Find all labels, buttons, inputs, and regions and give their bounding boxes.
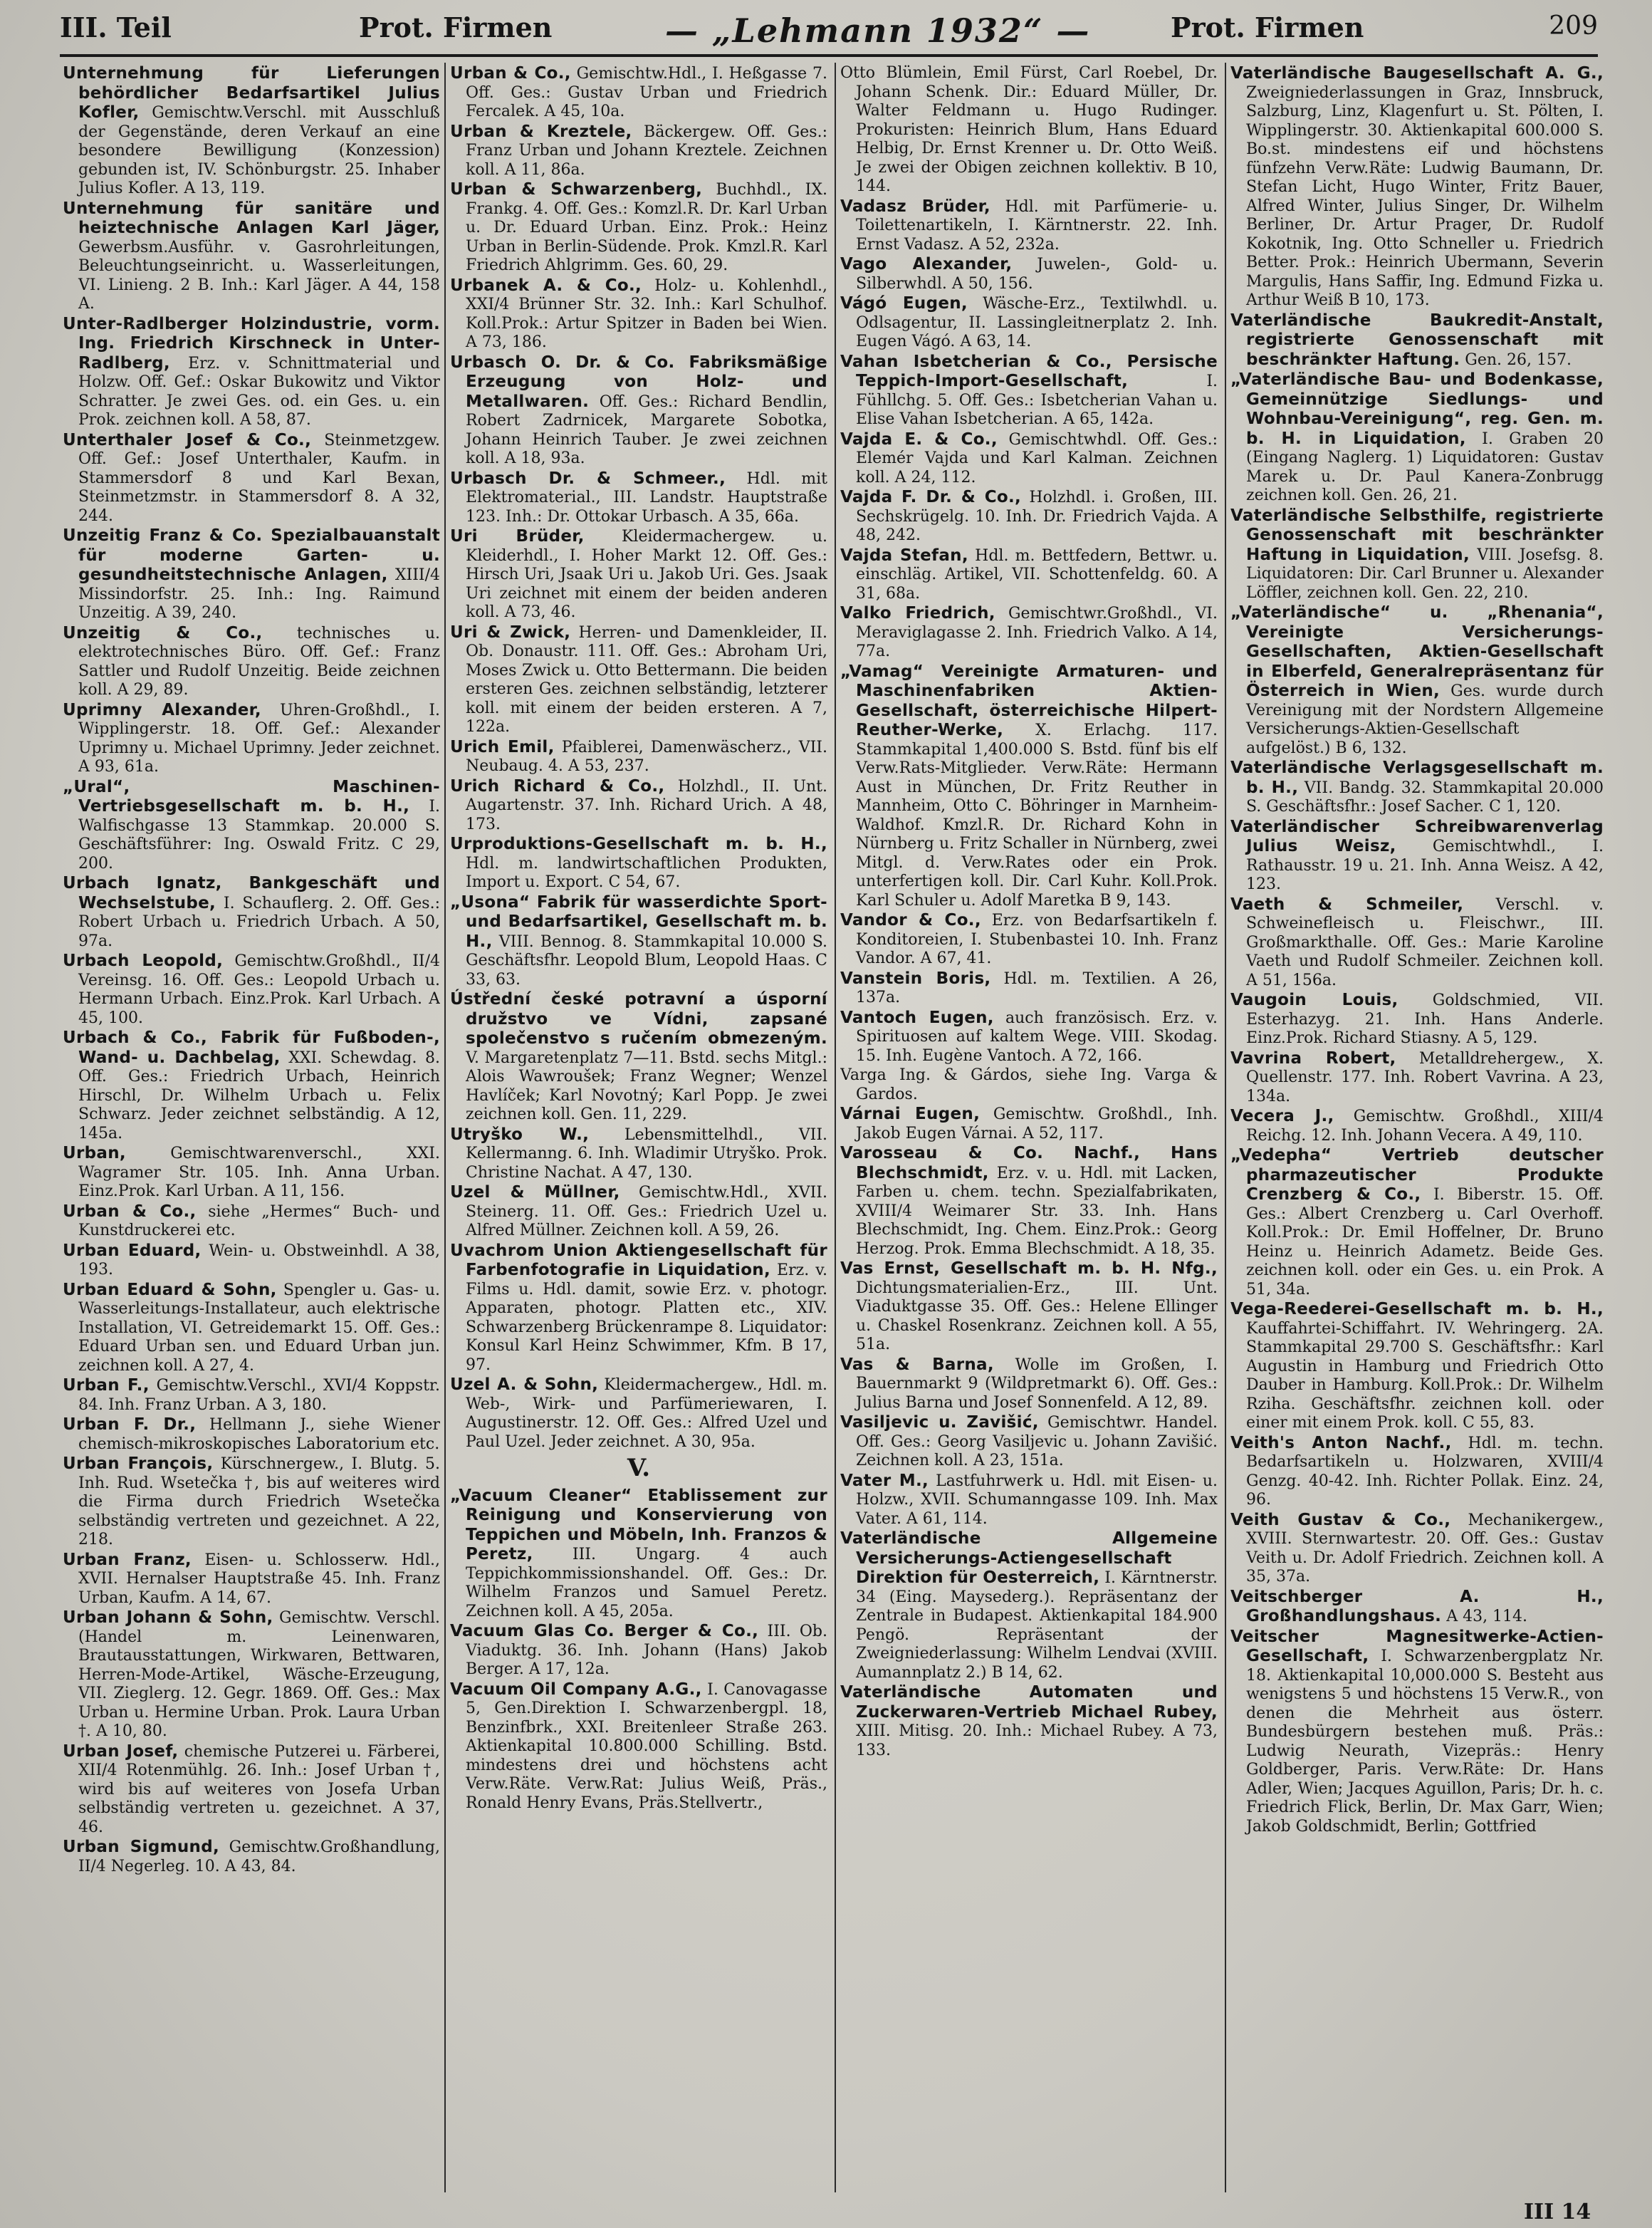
company-name: Urban & Co., bbox=[450, 64, 571, 83]
company-name: Vaterländische Allgemeine Versicherungs-Actiengesellschaft Direktion für Oesterreich, bbox=[840, 1529, 1218, 1587]
company-name: Vacuum Glas Co. Berger & Co., bbox=[450, 1622, 759, 1640]
directory-entry bbox=[63, 199, 440, 314]
directory-entry bbox=[63, 315, 440, 430]
company-name: Vadasz Brüder, bbox=[840, 197, 990, 216]
company-name: Várnai Eugen, bbox=[840, 1105, 981, 1123]
entry-details: V. Margaretenplatz 7—11. Bstd. sechs Mitgl.: Alois Wawroušek; Franz Wegner; Wenzel Havlíček; Karl Novotný; Karl Popp. Je zwei zeichnen koll. Gen. 11, 229. bbox=[466, 1048, 827, 1123]
company-name: Urban & Kreztele, bbox=[450, 122, 632, 141]
page-header bbox=[60, 6, 1598, 57]
column-1 bbox=[63, 64, 440, 2190]
company-name: Vaugoin Louis, bbox=[1230, 991, 1399, 1009]
entry-details: Steinmetzgew. Off. Gef.: Josef Unterthaler, Kaufm. in Stammersdorf 8 und Karl Bexan, Steinmetzmstr. in Stammersdorf 8. A 32, 244. bbox=[78, 431, 440, 525]
section-label-right: Prot. Firmen bbox=[1171, 11, 1364, 43]
directory-entry bbox=[63, 1454, 440, 1550]
company-name: Ústřední české potravní a úsporní družstvo ve Vídni, zapsané společenstvo s ručením obmezeným. bbox=[450, 990, 827, 1048]
entry-details: Goldschmied, VII. Esterhazyg. 21. Inh. Hans Anderle. Einz.Prok. Richard Stiasny. A 5, 129. bbox=[1246, 991, 1604, 1047]
directory-entry bbox=[63, 1742, 440, 1838]
directory-entry bbox=[840, 1009, 1218, 1066]
entry-details: Ges. wurde durch Vereinigung mit der Nordstern Allgemeine Versicherungs-Aktien-Gesellschaft aufgelöst.) B 6, 132. bbox=[1246, 682, 1604, 757]
entry-details: Wäsche-Erz., Textilwhdl. u. Odlsagentur, II. Lassingleitnerplatz 2. Inh. Eugen Vágó. A 63, 14. bbox=[856, 295, 1218, 350]
company-name: „Usona“ Fabrik für wasserdichte Sport- und Bedarfsartikel, Gesellschaft m. b. H., bbox=[450, 892, 827, 951]
entry-details: Erz. v. Films u. Hdl. damit, sowie Erz. v. photogr. Apparaten, photogr. Platten etc., XIV. Schwarzenberg Brückenrampe 8. Liquidator: Konsul Karl Heinz Schwimmer, Kfm. B 17, 97. bbox=[466, 1261, 827, 1374]
company-name: Vantoch Eugen, bbox=[840, 1008, 994, 1027]
entry-details: I. Walfischgasse 13 Stammkap. 20.000 S. Geschäftsführer: Ing. Oswald Fritz. C 29, 200. bbox=[78, 798, 440, 873]
company-name: Vas & Barna, bbox=[840, 1355, 994, 1374]
company-name: Vacuum Oil Company A.G., bbox=[450, 1680, 702, 1699]
company-name: Uzel & Müllner, bbox=[450, 1183, 620, 1202]
entry-details: Gemischtw. Großhdl., Inh. Jakob Eugen Várnai. A 52, 117. bbox=[856, 1105, 1218, 1142]
company-name: Urbanek A. & Co., bbox=[450, 276, 642, 295]
entry-details: I. Graben 20 (Eingang Naglerg. 1) Liquidatoren: Gustav Marek u. Dr. Paul Kanera-Zonbrugg zeichnen koll. Gen. 26, 21. bbox=[1246, 430, 1604, 504]
entry-details: Gemischtw. Verschl. (Handel m. Leinenwaren, Brautausstattungen, Wirkwaren, Bettwaren, Herren-Mode-Artikel, Wäsche-Erzeugung, VII. Zieglerg. 12. Gegr. 1869. Off. Ges.: Max Urban u. Hermine Urban. Prok. Laura Urban †. A 10, 80. bbox=[78, 1609, 440, 1740]
directory-entry bbox=[63, 1376, 440, 1415]
directory-entry bbox=[840, 1413, 1218, 1471]
entry-details: Holzhdl. i. Großen, III. Sechskrügelg. 10. Inh. Dr. Friedrich Vajda. A 48, 242. bbox=[856, 489, 1218, 544]
directory-entry bbox=[63, 1029, 440, 1143]
directory-entry bbox=[63, 1241, 440, 1280]
entry-details: Eisen- u. Schlosserw. Hdl., XVII. Hernalser Hauptstraße 45. Inh. Franz Urban, Kaufm. A 14, 67. bbox=[78, 1551, 440, 1607]
directory-entry bbox=[840, 353, 1218, 430]
directory-entry bbox=[63, 431, 440, 526]
company-name: Veitscher Magnesitwerke-Actien-Gesellschaft, bbox=[1230, 1627, 1604, 1665]
entry-details: I. Schauflerg. 2. Off. Ges.: Robert Urbach u. Friedrich Urbach. A 50, 97a. bbox=[78, 894, 440, 950]
directory-entry bbox=[1230, 370, 1604, 506]
directory-entry bbox=[63, 1608, 440, 1742]
entry-details: Kleidermachergew., Hdl. m. Web-, Wirk- und Parfümeriewaren, I. Augustinerstr. 12. Off. Ges.: Alfred Uzel und Paul Uzel. Jeder zeichnet. A 30, 95a. bbox=[466, 1376, 827, 1451]
entry-details: Buchhdl., IX. Frankg. 4. Off. Ges.: Komzl.R. Dr. Karl Urban u. Dr. Eduard Urban. Einz. Prok.: Heinz Urban in Berlin-Südende. Prok. Kmzl.R. Karl Friedrich Ahlgrimm. Ges. 60, 29. bbox=[466, 181, 827, 274]
entry-details: Hdl. m. landwirtschaftlichen Produkten, Import u. Export. C 54, 67. bbox=[466, 854, 827, 891]
company-name: Urban Franz, bbox=[63, 1550, 192, 1569]
entry-details: Gemischtw.Hdl., I. Heßgasse 7. Off. Ges.: Gustav Urban und Friedrich Fercalek. A 45, 10a. bbox=[466, 65, 827, 120]
company-name: Urban Josef, bbox=[63, 1742, 179, 1761]
entry-details: Hdl. mit Elektromaterial., III. Landstr. Hauptstraße 123. Inh.: Dr. Ottokar Urbasch. A 35, 66a. bbox=[466, 469, 827, 526]
entry-details: Pfaiblerei, Damenwäscherz., VII. Neubaug. 4. A 53, 237. bbox=[466, 738, 827, 775]
directory-entry bbox=[63, 952, 440, 1028]
signature-mark: III 14 bbox=[1524, 2200, 1591, 2224]
company-name: Utryško W., bbox=[450, 1125, 590, 1144]
entry-details: Varga Ing. & Gárdos, siehe Ing. Varga & Gardos. bbox=[840, 1066, 1218, 1103]
entry-details: I. Schwarzenbergplatz Nr. 18. Aktienkapital 10,000.000 S. Besteht aus wenigstens 5 und höchstens 15 Verw.R., von denen die Mehrheit aus österr. Bundesbürgern bestehen muß. Präs.: Ludwig Neurath, Vizepräs.: Henry Goldberger, Paris. Verw.Räte: Dr. Hans Adler, Wien; Jacques Aguillon, Paris; Dr. h. c. Friedrich Flick, Berlin, Dr. Max Garr, Wien; Jakob Goldschmidt, Berlin; Gottfried bbox=[1246, 1647, 1604, 1836]
directory-entry bbox=[63, 874, 440, 951]
entry-details: Gemischtw.Verschl. mit Ausschluß der Gegenstände, deren Verkauf an eine besondere Bewilligung (Konzession) gebunden ist, IV. Schönburgstr. 25. Inhaber Julius Kofler. A 13, 119. bbox=[78, 104, 440, 197]
column-divider bbox=[444, 63, 446, 2192]
column-3 bbox=[840, 64, 1218, 2190]
directory-entry bbox=[840, 1472, 1218, 1529]
entry-details: I. Fühllchg. 5. Off. Ges.: Isbetcherian Vahan u. Elise Vahan Isbetcherian. A 65, 142a. bbox=[856, 373, 1218, 428]
directory-entry bbox=[840, 604, 1218, 662]
entry-details: I. Biberstr. 15. Off. Ges.: Albert Crenzberg u. Carl Overhoff. Koll.Prok.: Dr. Emil Hoffelner, Dr. Bruno Heinz u. Heinrich Adametz. Beide Ges. zeichnen koll. oder ein Ges. u. ein Prok. A 51, 34a. bbox=[1246, 1186, 1604, 1298]
directory-entry bbox=[450, 1680, 827, 1813]
directory-entry bbox=[840, 1144, 1218, 1259]
company-name: Vago Alexander, bbox=[840, 255, 1013, 274]
company-name: Urich Richard & Co., bbox=[450, 776, 665, 796]
directory-entry bbox=[1230, 1588, 1604, 1627]
company-name: Uri & Zwick, bbox=[450, 623, 571, 642]
company-name: Unzeitig & Co., bbox=[63, 623, 263, 642]
entry-details: Hdl. m. Bettfedern, Bettwr. u. einschläg. Artikel, VII. Schottenfeldg. 60. A 31, 68a. bbox=[856, 546, 1218, 603]
entry-details: Hellmann J., siehe Wiener chemisch-mikroskopisches Laboratorium etc. bbox=[78, 1416, 440, 1453]
company-name: Urban Eduard, bbox=[63, 1241, 202, 1260]
directory-entry bbox=[450, 123, 827, 180]
column-2 bbox=[450, 64, 827, 2190]
directory-entry bbox=[63, 64, 440, 199]
directory-entry bbox=[840, 197, 1218, 255]
company-name: Unterthaler Josef & Co., bbox=[63, 430, 312, 449]
directory-entry bbox=[450, 623, 827, 737]
directory-entry bbox=[450, 276, 827, 353]
company-name: Urban F., bbox=[63, 1376, 150, 1395]
entry-details: Gen. 26, 157. bbox=[1465, 350, 1572, 369]
company-name: Veith's Anton Nachf., bbox=[1230, 1433, 1452, 1452]
company-name: Uprimny Alexander, bbox=[63, 700, 261, 719]
column-divider bbox=[1225, 63, 1226, 2192]
entry-details: Holzhdl., II. Unt. Augartenstr. 37. Inh. Richard Urich. A 48, 173. bbox=[466, 777, 827, 833]
entry-details: Dichtungsmaterialien-Erz., III. Unt. Viaduktgasse 35. Off. Ges.: Helene Ellinger u. Chaskel Rosenkranz. Zeichnen koll. A 55, 51a. bbox=[856, 1279, 1218, 1353]
entry-details: I. Kärntnerstr. 34 (Eing. Maysederg.). Repräsentanz der Zentrale in Budapest. Aktienkapital 184.900 Pengö. Repräsentant der Zweigniederlassung: Wilhelm Lendvai (XVIII. Aumannplatz 2.) B 14, 62. bbox=[856, 1569, 1218, 1682]
company-name: Unzeitig Franz & Co. Spezialbauanstalt für moderne Garten- u. gesundheitstechnische Anlagen, bbox=[63, 526, 440, 584]
company-name: Urban & Schwarzenberg, bbox=[450, 180, 703, 199]
directory-entry bbox=[1230, 506, 1604, 603]
entry-details: siehe „Hermes“ Buch- und Kunstdruckerei etc. bbox=[78, 1202, 440, 1239]
entry-details: XXI. Schewdag. 8. Off. Ges.: Friedrich Urbach, Heinrich Hirschl, Dr. Wilhelm Urbach u. Felix Schwarz. Jeder zeichnet selbständig. A 12, 145a. bbox=[78, 1048, 440, 1142]
entry-details: XIII. Mitisg. 20. Inh.: Michael Rubey. A 73, 133. bbox=[856, 1722, 1218, 1759]
entry-details: Juwelen-, Gold- u. Silberwhdl. A 50, 156. bbox=[856, 256, 1218, 293]
company-name: Vavrina Robert, bbox=[1230, 1048, 1396, 1068]
company-name: Vasiljevic u. Zavišić, bbox=[840, 1413, 1039, 1432]
directory-entry bbox=[1230, 759, 1604, 817]
entry-details: auch französisch. Erz. v. Spirituosen auf kaltem Wege. VIII. Skodag. 15. Inh. Eugène Vantoch. A 72, 166. bbox=[856, 1009, 1218, 1065]
company-name: Unternehmung für sanitäre und heiztechnische Anlagen Karl Jäger, bbox=[63, 199, 440, 237]
directory-entry bbox=[450, 180, 827, 276]
company-name: Urban & Co., bbox=[63, 1202, 197, 1221]
directory-entry bbox=[63, 778, 440, 874]
company-name: Urbach & Co., Fabrik für Fußboden-, Wand- u. Dachbelag, bbox=[63, 1029, 440, 1067]
company-name: „Ural“, Maschinen-Vertriebsgesellschaft m. b. H., bbox=[63, 777, 440, 816]
directory-entry bbox=[63, 701, 440, 777]
company-name: „Vamag“ Vereinigte Armaturen- und Maschinenfabriken Aktien-Gesellschaft, österreichische Hilpert-Reuther-Werke, bbox=[840, 662, 1218, 739]
directory-entry bbox=[450, 353, 827, 469]
directory-entry bbox=[840, 546, 1218, 604]
directory-entry bbox=[63, 1144, 440, 1202]
company-name: Urbasch O. Dr. & Co. Fabriksmäßige Erzeugung von Holz- und Metallwaren. bbox=[450, 353, 827, 411]
company-name: Vaterländische Selbsthilfe, registrierte Genossenschaft mit beschränkter Haftung in Liquidation, bbox=[1230, 506, 1604, 564]
company-name: Urban, bbox=[63, 1144, 126, 1162]
directory-entry bbox=[840, 662, 1218, 911]
directory-entry bbox=[1230, 1628, 1604, 1837]
entry-details: chemische Putzerei u. Färberei, XII/4 Rotenmühlg. 26. Inh.: Josef Urban †, wird bis auf weiteres von Josefa Urban selbständig vertreten u. gezeichnet. A 37, 46. bbox=[78, 1742, 440, 1836]
entry-details: Gemischtwhdl., I. Rathausstr. 19 u. 21. Inh. Anna Weisz. A 42, 123. bbox=[1246, 838, 1604, 893]
company-name: Urban Eduard & Sohn, bbox=[63, 1280, 277, 1299]
company-name: Vaterländische Baugesellschaft A. G., bbox=[1230, 64, 1604, 83]
entry-details: Wein- u. Obstweinhdl. A 38, 193. bbox=[78, 1241, 440, 1279]
entry-details: Erz. v. u. Hdl. mit Lacken, Farben u. chem. techn. Spezialfabrikaten, XVIII/4 Weimarer Str. 33. Inh. Hans Blechschmidt, Ing. Chem. Einz.Prok.: Georg Herzog. Prok. Emma Blechschmidt. A 18, 35. bbox=[856, 1164, 1218, 1258]
company-name: Unter-Radlberger Holzindustrie, vorm. Ing. Friedrich Kirschneck in Unter-Radlberg, bbox=[63, 314, 440, 373]
company-name: „Vaterländische Bau- und Bodenkasse, Gemeinnützige Siedlungs- und Wohnbau-Vereinigung“, reg. Gen. m. b. H. in Liquidation, bbox=[1230, 370, 1604, 448]
company-name: Varosseau & Co. Nachf., Hans Blechschmidt, bbox=[840, 1144, 1218, 1182]
entry-details: Gemischtwarenverschl., XXI. Wagramer Str. 105. Inh. Anna Urban. Einz.Prok. Karl Urban. A 11, 156. bbox=[78, 1145, 440, 1200]
company-name: Valko Friedrich, bbox=[840, 604, 995, 623]
directory-entry bbox=[840, 294, 1218, 352]
entry-details: Mechanikergew., XVIII. Sternwartestr. 20. Off. Ges.: Gustav Veith u. Dr. Adolf Friedrich. Zeichnen koll. A 35, 37a. bbox=[1246, 1511, 1604, 1586]
company-name: Urbasch Dr. & Schmeer., bbox=[450, 469, 726, 488]
entry-details: Hdl. m. Textilien. A 26, 137a. bbox=[856, 969, 1218, 1006]
entry-details: X. Erlachg. 117. Stammkapital 1,400.000 S. Bstd. fünf bis elf Verw.Rats-Mitglieder. Verw.Räte: Hermann Aust in München, Dr. Fritz Reuther in Mannheim, Otto C. Böhringer in Marnheim-Waldhof. Kmzl.R. Dr. Richard Kohn in Nürnberg u. Fritz Schaller in Nürnberg, zwei Mitgl. d. Verw.Rates oder ein Prok. unterfertigen koll. Dir. Carl Kuhr. Koll.Prok. Karl Schuler u. Adolf Maretka B 9, 143. bbox=[856, 722, 1218, 910]
directory-entry bbox=[1230, 1049, 1604, 1107]
company-name: Veitschberger A. H., Großhandlungshaus. bbox=[1230, 1587, 1604, 1625]
directory-entry bbox=[840, 969, 1218, 1008]
entry-details: XIII/4 Missindorfstr. 25. Inh.: Ing. Raimund Unzeitig. A 39, 240. bbox=[78, 566, 440, 622]
directory-entry bbox=[450, 1487, 827, 1622]
directory-entry bbox=[840, 1529, 1218, 1682]
column-divider bbox=[835, 63, 836, 2192]
column-4 bbox=[1230, 64, 1604, 2190]
entry-details: Bäckergew. Off. Ges.: Franz Urban und Johann Kreztele. Zeichnen koll. A 11, 86a. bbox=[466, 123, 827, 179]
entry-details: Off. Ges.: Richard Bendlin, Robert Zadrnicek, Margarete Sobotka, Johann Heinrich Tauber. Je zwei zeichnen koll. A 18, 93a. bbox=[466, 392, 827, 467]
entry-details: III. Ob. Viaduktg. 36. Inh. Johann (Hans) Jakob Berger. A 17, 12a. bbox=[466, 1623, 827, 1678]
directory-entry bbox=[1230, 64, 1604, 311]
entry-details: I. Canovagasse 5, Gen.Direktion I. Schwarzenbergpl. 18, Benzinfbrk., XXI. Breitenleer Straße 263. Aktienkapital 10.800.000 Schilling. Bstd. mindestens drei und höchstens acht Verw.Räte. Verw.Rat: Julius Weiß, Präs., Ronald Henry Evans, Präs.Stellvertr., bbox=[466, 1680, 827, 1812]
company-name: Vajda E. & Co., bbox=[840, 430, 998, 449]
entry-details: Gemischtw.Verschl., XVI/4 Koppstr. 84. Inh. Franz Urban. A 3, 180. bbox=[78, 1377, 440, 1414]
company-name: Urbach Ignatz, Bankgeschäft und Wechselstube, bbox=[63, 874, 440, 912]
entry-details: Metalldrehergew., X. Quellenstr. 177. Inh. Robert Vavrina. A 23, 134a. bbox=[1246, 1049, 1604, 1105]
entry-details: Gewerbsm.Ausführ. v. Gasrohrleitungen, Beleuchtungseinricht. u. Wasserleitungen, VI. Linieng. 2 B. Inh.: Karl Jäger. A 44, 158 A. bbox=[78, 238, 440, 313]
company-name: Uvachrom Union Aktiengesellschaft für Farbenfotografie in Liquidation, bbox=[450, 1241, 827, 1279]
directory-entry bbox=[840, 430, 1218, 488]
company-name: Vahan Isbetcherian & Co., Persische Teppich-Import-Gesellschaft, bbox=[840, 352, 1218, 390]
directory-entry bbox=[63, 1202, 440, 1241]
entry-details: Zweigniederlassungen in Graz, Innsbruck, Salzburg, Linz, Klagenfurt u. St. Pölten, I. Wipplingerstr. 30. Aktienkapital 600.000 S. Bo.st. mindestens eif und höchstens fünfzehn Verw.Räte: Ludwig Baumann, Dr. Stefan Licht, Hugo Winter, Fritz Bauer, Alfred Winter, Julius Singer, Dr. Wilhelm Berliner, Dr. Artur Prager, Dr. Rudolf Kokotnik, Ing. Otto Schneller u. Friedrich Better. Prok.: Heinrich Ubermann, Severin Margulis, Hans Saffir, Ing. Edmund Fizka u. Arthur Weiß B 10, 173. bbox=[1246, 83, 1604, 309]
directory-entry bbox=[450, 893, 827, 990]
directory-entry bbox=[450, 1125, 827, 1183]
section-label-left: Prot. Firmen bbox=[359, 11, 553, 43]
directory-entry bbox=[63, 526, 440, 623]
company-name: Vaterländische Baukredit-Anstalt, registrierte Genossenschaft mit beschränkter Haftung. bbox=[1230, 311, 1604, 369]
company-name: Vater M., bbox=[840, 1471, 929, 1490]
company-name: Vanstein Boris, bbox=[840, 969, 991, 988]
entry-details: VII. Bandg. 32. Stammkapital 20.000 S. Geschäftsfhr.: Josef Sacher. C 1, 120. bbox=[1246, 779, 1604, 816]
company-name: Urbach Leopold, bbox=[63, 952, 224, 970]
directory-entry bbox=[1230, 1146, 1604, 1299]
directory-entry bbox=[63, 624, 440, 700]
company-name: Urban F. Dr., bbox=[63, 1415, 197, 1434]
company-name: Vaterländische Automaten und Zuckerwaren-Vertrieb Michael Rubey, bbox=[840, 1683, 1218, 1722]
directory-entry bbox=[1230, 1434, 1604, 1510]
company-name: Uri Brüder, bbox=[450, 527, 585, 546]
entry-details: Gemischtwr.Großhdl., VI. Meraviglagasse 2. Inh. Friedrich Valko. A 14, 77a. bbox=[856, 605, 1218, 660]
directory-entry bbox=[840, 1355, 1218, 1413]
entry-details: Holz- u. Kohlenhdl., XXI/4 Brünner Str. 32. Inh.: Karl Schulhof. Koll.Prok.: Artur Spitzer in Baden bei Wien. A 73, 186. bbox=[466, 276, 827, 351]
company-name: Vas Ernst, Gesellschaft m. b. H. Nfg., bbox=[840, 1259, 1218, 1278]
company-name: Vecera J., bbox=[1230, 1107, 1334, 1125]
directory-entry bbox=[450, 1622, 827, 1680]
entry-details: Lastfuhrwerk u. Hdl. mit Eisen- u. Holzw., XVII. Schumanngasse 109. Inh. Max Vater. A 61, 114. bbox=[856, 1472, 1218, 1528]
directory-entry bbox=[450, 777, 827, 835]
directory-entry bbox=[1230, 603, 1604, 758]
directory-entry bbox=[450, 1241, 827, 1375]
company-name: Urban Johann & Sohn, bbox=[63, 1608, 273, 1627]
directory-entry bbox=[1230, 818, 1604, 895]
directory-entry bbox=[1230, 1511, 1604, 1587]
directory-entry bbox=[450, 1183, 827, 1241]
company-name: Vandor & Co., bbox=[840, 911, 981, 930]
entry-details: Gemischtw. Großhdl., XIII/4 Reichg. 12. Inh. Johann Vecera. A 49, 110. bbox=[1246, 1108, 1604, 1145]
directory-entry bbox=[450, 835, 827, 892]
company-name: Vega-Reederei-Gesellschaft m. b. H., bbox=[1230, 1300, 1604, 1318]
entry-details: Kleidermachergew. u. Kleiderhdl., I. Hoher Markt 12. Off. Ges.: Hirsch Uri, Jsaak Uri u. Jakob Uri. Ges. Jsaak Uri zeichnet mit einem der beiden anderen koll. A 73, 46. bbox=[466, 528, 827, 621]
entry-details: Kürschnergew., I. Blutg. 5. Inh. Rud. Wsetečka †, bis auf weiteres wird die Firma durch Friedrich Wsetečka selbständig vertreten und gezeichnet. A 22, 218. bbox=[78, 1455, 440, 1548]
directory-entry bbox=[63, 1281, 440, 1376]
entry-details: VIII. Josefsg. 8. Liquidatoren: Dir. Carl Brunner u. Alexander Löffler, zeichnen koll. Gen. 22, 210. bbox=[1246, 546, 1604, 602]
company-name: Urban Sigmund, bbox=[63, 1838, 220, 1856]
company-name: Vajda F. Dr. & Co., bbox=[840, 488, 1022, 506]
company-name: Urproduktions-Gesellschaft m. b. H., bbox=[450, 835, 827, 853]
directory-entry bbox=[450, 64, 827, 122]
directory-entry bbox=[840, 1259, 1218, 1355]
entry-details: Erz. v. Schnittmaterial und Holzw. Off. Gef.: Oskar Bukowitz und Viktor Schratter. Je zwei Ges. od. ein Ges. u. ein Prok. zeichnen koll. A 58, 87. bbox=[78, 354, 440, 429]
entry-details: Gemischtwhdl. Off. Ges.: Elemér Vajda und Karl Kalman. Zeichnen koll. A 24, 112. bbox=[856, 430, 1218, 486]
company-name: „Vedepha“ Vertrieb deutscher pharmazeutischer Produkte Crenzberg & Co., bbox=[1230, 1146, 1604, 1204]
entry-details: Gemischtw.Großhdl., II/4 Vereinsg. 16. Off. Ges.: Leopold Urbach u. Hermann Urbach. Einz.Prok. Karl Urbach. A 45, 100. bbox=[78, 952, 440, 1027]
entry-details: Gemischtw.Hdl., XVII. Steinerg. 11. Off. Ges.: Friedrich Uzel u. Alfred Müllner. Zeichnen koll. A 59, 26. bbox=[466, 1184, 827, 1239]
page-number: 209 bbox=[1549, 11, 1598, 41]
entry-details: Hdl. mit Parfümerie- u. Toilettenartikeln, I. Kärntnerstr. 22. Inh. Ernst Vadasz. A 52, 232a. bbox=[856, 197, 1218, 254]
directory-entry bbox=[840, 1683, 1218, 1760]
entry-details: Herren- und Damenkleider, II. Ob. Donaustr. 111. Off. Ges.: Abroham Uri, Moses Zwick u. Otto Bettermann. Die beiden ersteren Ges. zeichnen selbständig, letzterer koll. mit einem der beiden ersteren. A 7, 122a. bbox=[466, 623, 827, 736]
entry-details: Lebensmittelhdl., VII. Kellermanng. 6. Inh. Wladimir Utryško. Prok. Christine Nachat. A 47, 130. bbox=[466, 1125, 827, 1182]
directory-entry bbox=[840, 64, 1218, 197]
entry-details: Gemischtwr. Handel. Off. Ges.: Georg Vasiljevic u. Johann Zavišić. Zeichnen koll. A 23, 151a. bbox=[856, 1414, 1218, 1469]
entry-details: Hdl. m. techn. Bedarfsartikeln u. Holzwaren, XVIII/4 Genzg. 40-42. Inh. Richter Pollak. Einz. 24, 96. bbox=[1246, 1434, 1604, 1509]
entry-details: Otto Blümlein, Emil Fürst, Carl Roebel, Dr. Johann Schenk. Dir.: Eduard Müller, Dr. Walter Feldmann u. Hugo Rudinger. Prokuristen: Heinrich Blum, Hans Eduard Helbig, Dr. Ernst Krenner u. Dr. Otto Weiß. Je zwei der Obigen zeichnen kollektiv. B 10, 144. bbox=[840, 64, 1218, 195]
entry-details: Kauffahrtei-Schiffahrt. IV. Wehringerg. 2A. Stammkapital 29.700 S. Geschäftsfhr.: Karl Augustin in Hamburg und Friedrich Otto Dauber in Hamburg. Koll.Prok.: Dr. Wilhelm Rziha. Geschäftsfhr. zeichnen koll. oder einer mit einem Prok. koll. C 55, 83. bbox=[1246, 1319, 1604, 1432]
entry-details: Verschl. v. Schweinefleisch u. Fleischwr., III. Großmarkthalle. Off. Ges.: Marie Karoline Vaeth und Rudolf Schmeiler. Zeichnen koll. A 51, 156a. bbox=[1246, 895, 1604, 989]
entry-details: technisches u. elektrotechnisches Büro. Off. Gef.: Franz Sattler und Rudolf Unzeitig. Beide zeichnen koll. A 29, 89. bbox=[78, 624, 440, 699]
company-name: Urban François, bbox=[63, 1454, 214, 1473]
company-name: Vaterländischer Schreibwarenverlag Julius Weisz, bbox=[1230, 817, 1604, 855]
company-name: „Vacuum Cleaner“ Etablissement zur Reinigung und Konservierung von Teppichen und Möbeln, Inh. Franzos & Peretz, bbox=[450, 1486, 827, 1563]
directory-entry bbox=[1230, 895, 1604, 991]
entry-details: VIII. Bennog. 8. Stammkapital 10.000 S. Geschäftsfhr. Leopold Blum, Leopold Haas. C 33, 63. bbox=[466, 932, 827, 989]
company-name: Unternehmung für Lieferungen behördlicher Bedarfsartikel Julius Kofler, bbox=[63, 64, 440, 122]
directory-entry bbox=[1230, 1107, 1604, 1145]
entry-details: Wolle im Großen, I. Bauernmarkt 9 (Wildpretmarkt 6). Off. Ges.: Julius Barna und Josef Sonnenfeld. A 12, 89. bbox=[856, 1355, 1218, 1412]
directory-entry bbox=[450, 527, 827, 623]
directory-entry bbox=[450, 469, 827, 527]
company-name: Vaeth & Schmeiler, bbox=[1230, 895, 1464, 914]
entry-details: Gemischtw.Großhandlung, II/4 Negerleg. 10. A 43, 84. bbox=[78, 1838, 440, 1875]
company-name: Urich Emil, bbox=[450, 737, 555, 756]
directory-entry bbox=[840, 911, 1218, 969]
part-label: III. Teil bbox=[60, 11, 172, 43]
directory-entry bbox=[450, 1375, 827, 1452]
book-title: — „Lehmann 1932“ — bbox=[665, 11, 1091, 50]
company-name: „Vaterländische“ u. „Rhenania“, Vereinigte Versicherungs-Gesellschaften, Aktien-Gesellschaft in Elberfeld, Generalrepräsentanz für Österreich in Wien, bbox=[1230, 603, 1604, 700]
directory-entry bbox=[63, 1415, 440, 1454]
entry-details: Spengler u. Gas- u. Wasserleitungs-Installateur, auch elektrische Installation, VI. Getreidemarkt 15. Off. Ges.: Eduard Urban sen. und Eduard Urban jun. zeichnen koll. A 27, 4. bbox=[78, 1281, 440, 1375]
company-name: Uzel A. & Sohn, bbox=[450, 1375, 599, 1394]
company-name: Vajda Stefan, bbox=[840, 546, 968, 565]
section-letter-heading: V. bbox=[627, 1454, 651, 1482]
directory-entry bbox=[63, 1838, 440, 1876]
company-name: Vágó Eugen, bbox=[840, 294, 968, 313]
entry-details: Erz. von Bedarfsartikeln f. Konditoreien, I. Stubenbastei 10. Inh. Franz Vandor. A 67, 41. bbox=[856, 912, 1218, 967]
entry-details: A 43, 114. bbox=[1446, 1608, 1528, 1625]
directory-entry bbox=[1230, 991, 1604, 1048]
directory-entry bbox=[450, 738, 827, 776]
entry-details: III. Ungarg. 4 auch Teppichkommissionshandel. Off. Ges.: Dr. Wilhelm Franzos und Samuel Peretz. Zeichnen koll. A 45, 205a. bbox=[466, 1546, 827, 1620]
directory-entry bbox=[1230, 1300, 1604, 1433]
company-name: Vaterländische Verlagsgesellschaft m. b. H., bbox=[1230, 759, 1604, 797]
directory-entry bbox=[840, 488, 1218, 546]
directory-entry bbox=[1230, 311, 1604, 370]
directory-entry bbox=[840, 1066, 1218, 1104]
entry-details: Uhren-Großhdl., I. Wipplingerstr. 18. Off. Gef.: Alexander Uprimny u. Michael Uprimny. Jeder zeichnet. A 93, 61a. bbox=[78, 701, 440, 776]
company-name: Veith Gustav & Co., bbox=[1230, 1510, 1451, 1529]
directory-entry bbox=[840, 255, 1218, 293]
directory-entry bbox=[63, 1551, 440, 1608]
directory-entry bbox=[840, 1105, 1218, 1143]
directory-entry bbox=[450, 990, 827, 1125]
